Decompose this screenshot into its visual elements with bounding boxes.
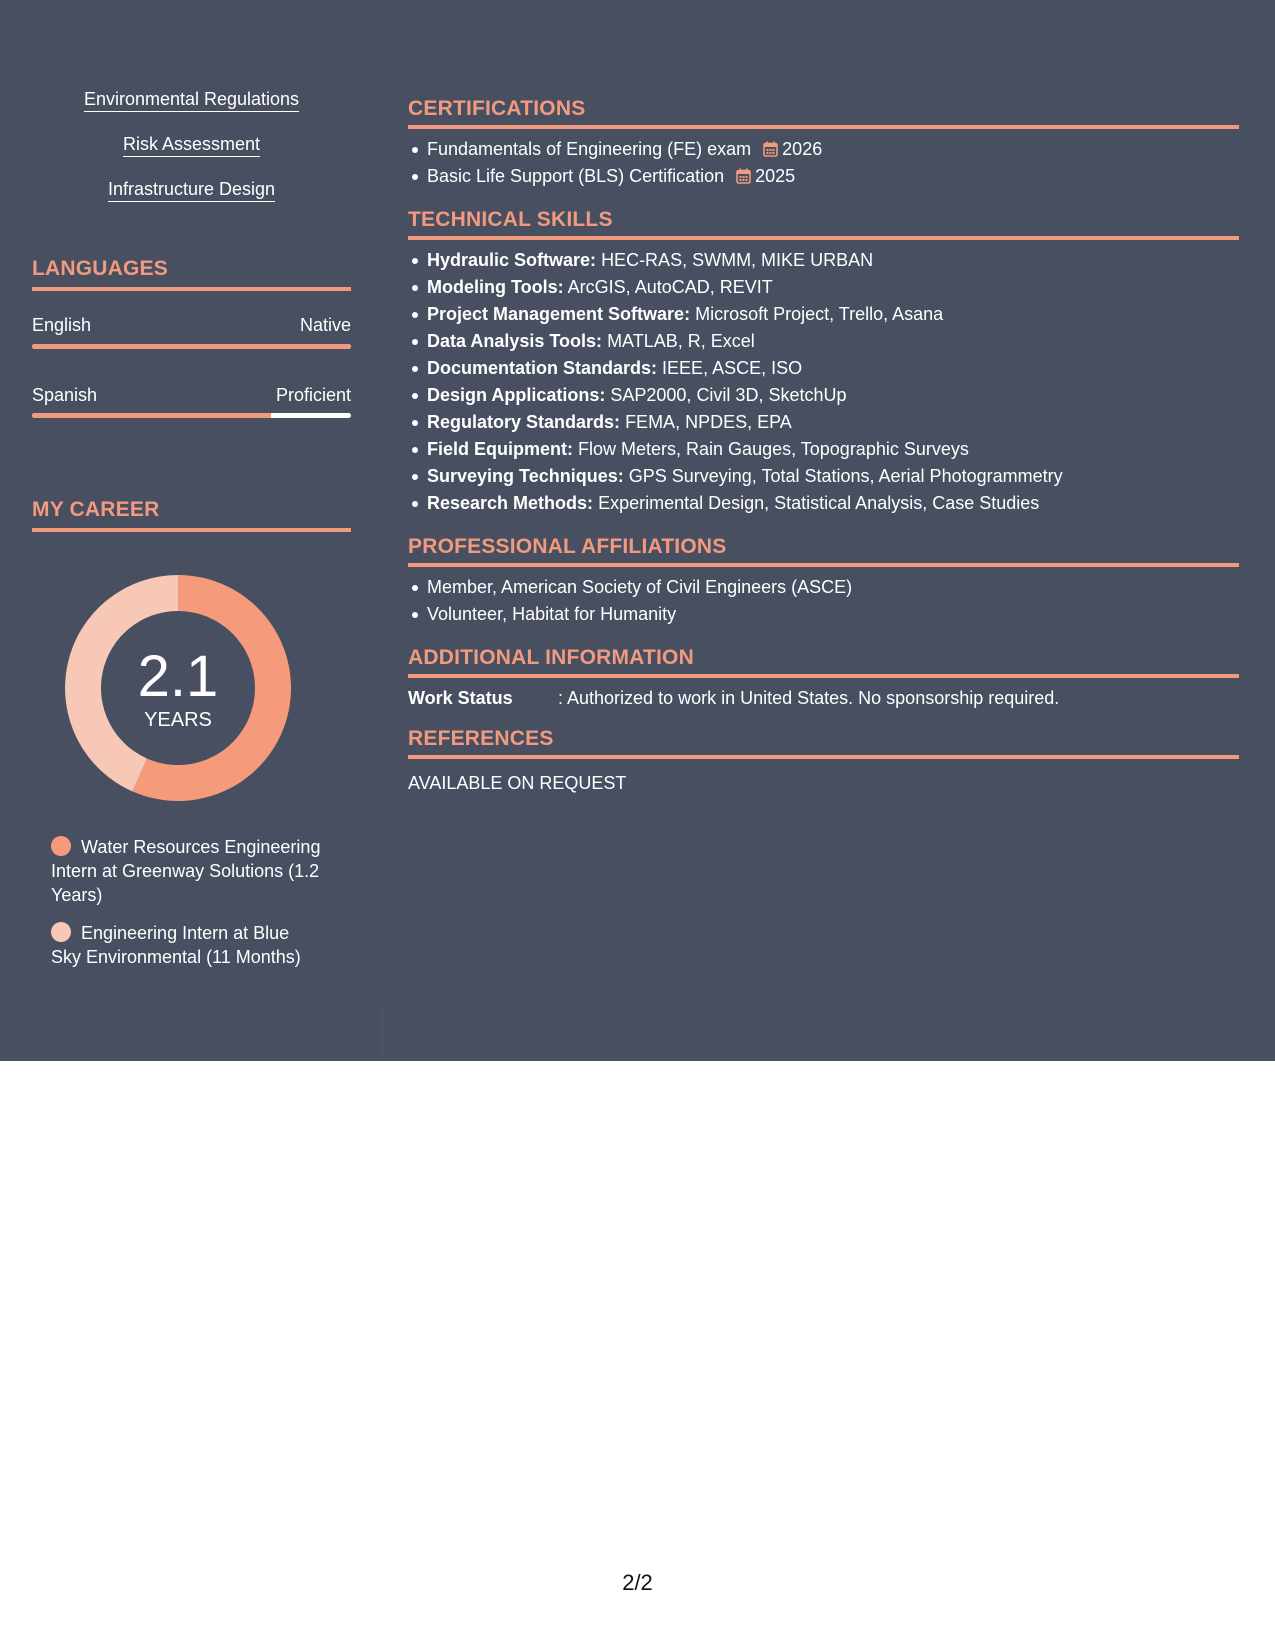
page-number: 2/2 bbox=[622, 1570, 653, 1595]
career-legend-item bbox=[51, 835, 321, 907]
skill-item bbox=[427, 463, 1258, 490]
references-text: AVAILABLE ON REQUEST bbox=[408, 773, 627, 793]
certification-item bbox=[427, 136, 1258, 163]
affiliations-heading: PROFESSIONAL AFFILIATIONS bbox=[408, 535, 1239, 567]
language-name: English bbox=[32, 315, 92, 335]
skill-item bbox=[427, 409, 1258, 436]
skill-value: SAP2000, Civil 3D, SketchUp bbox=[610, 385, 847, 405]
career-legend-item bbox=[51, 921, 321, 969]
career-total-unit: YEARS bbox=[144, 709, 212, 731]
work-status-row bbox=[408, 687, 1239, 709]
references-heading: REFERENCES bbox=[408, 727, 1239, 759]
work-status-label: Work Status bbox=[408, 688, 513, 708]
skill-item bbox=[427, 328, 1258, 355]
language-bar-fill bbox=[32, 344, 351, 349]
certification-year: 2026 bbox=[782, 139, 823, 159]
skill-link-environmental-regulations[interactable]: Environmental Regulations bbox=[32, 88, 351, 112]
skill-label: Field Equipment: bbox=[427, 439, 573, 459]
languages-heading: LANGUAGES bbox=[32, 257, 351, 291]
skill-item bbox=[427, 247, 1258, 274]
language-row-spanish bbox=[32, 384, 351, 406]
donut-center bbox=[65, 575, 291, 801]
skill-value: ArcGIS, AutoCAD, REVIT bbox=[567, 277, 773, 297]
technical-skills-heading: TECHNICAL SKILLS bbox=[408, 208, 1239, 240]
additional-info-heading: ADDITIONAL INFORMATION bbox=[408, 646, 1239, 678]
skill-label: Data Analysis Tools: bbox=[427, 331, 603, 351]
language-name: Spanish bbox=[32, 385, 98, 405]
legend-label: Water Resources Engineering Intern at Greenway Solutions (1.2 Years) bbox=[51, 837, 321, 905]
skill-label: Hydraulic Software: bbox=[427, 250, 597, 270]
calendar-icon bbox=[736, 168, 751, 184]
affiliation-item: Member, American Society of Civil Engineers (ASCE) bbox=[427, 574, 1258, 601]
certification-year: 2025 bbox=[755, 166, 796, 186]
language-row-english bbox=[32, 314, 351, 336]
calendar-icon bbox=[763, 141, 778, 157]
skill-value: GPS Surveying, Total Stations, Aerial Photogrammetry bbox=[628, 466, 1063, 486]
skill-link-risk-assessment[interactable]: Risk Assessment bbox=[32, 133, 351, 157]
certifications-list bbox=[408, 136, 1258, 190]
column-divider bbox=[382, 1005, 383, 1055]
legend-label: Engineering Intern at Blue Sky Environmental (11 Months) bbox=[51, 923, 301, 967]
skill-item bbox=[427, 436, 1258, 463]
skill-item bbox=[427, 274, 1258, 301]
skill-label: Project Management Software: bbox=[427, 304, 691, 324]
language-bar-english bbox=[32, 344, 351, 349]
language-bar-fill bbox=[32, 413, 271, 418]
affiliations-list bbox=[408, 574, 1258, 628]
skill-label: Design Applications: bbox=[427, 385, 606, 405]
skill-label: Research Methods: bbox=[427, 493, 594, 513]
certification-name: Fundamentals of Engineering (FE) exam bbox=[427, 139, 752, 159]
skill-value: FEMA, NPDES, EPA bbox=[625, 412, 792, 432]
skill-label: Surveying Techniques: bbox=[427, 466, 624, 486]
certification-name: Basic Life Support (BLS) Certification bbox=[427, 166, 725, 186]
skill-value: Experimental Design, Statistical Analysis, Case Studies bbox=[598, 493, 1040, 513]
career-donut-chart bbox=[65, 575, 291, 801]
skill-link-infrastructure-design[interactable]: Infrastructure Design bbox=[32, 178, 351, 202]
language-bar-spanish bbox=[32, 413, 351, 418]
skill-label: Documentation Standards: bbox=[427, 358, 658, 378]
technical-skills-list bbox=[408, 247, 1258, 517]
affiliation-item: Volunteer, Habitat for Humanity bbox=[427, 601, 1258, 628]
skill-item bbox=[427, 382, 1258, 409]
skill-value: Microsoft Project, Trello, Asana bbox=[695, 304, 944, 324]
legend-dot bbox=[51, 836, 71, 856]
skill-label: Regulatory Standards: bbox=[427, 412, 621, 432]
career-total-years: 2.1 bbox=[137, 644, 219, 709]
skill-value: Flow Meters, Rain Gauges, Topographic Surveys bbox=[578, 439, 969, 459]
skill-value: HEC-RAS, SWMM, MIKE URBAN bbox=[601, 250, 874, 270]
language-level: Native bbox=[299, 315, 351, 335]
certification-item bbox=[427, 163, 1258, 190]
legend-dot bbox=[51, 922, 71, 942]
skill-item bbox=[427, 490, 1258, 517]
skill-item bbox=[427, 301, 1258, 328]
certifications-heading: CERTIFICATIONS bbox=[408, 97, 1239, 129]
work-status-value: : Authorized to work in United States. No sponsorship required. bbox=[558, 688, 1060, 708]
skill-label: Modeling Tools: bbox=[427, 277, 564, 297]
skill-value: IEEE, ASCE, ISO bbox=[662, 358, 803, 378]
left-column bbox=[32, 0, 351, 1061]
career-heading: MY CAREER bbox=[32, 498, 351, 532]
language-level: Proficient bbox=[275, 385, 351, 405]
skill-value: MATLAB, R, Excel bbox=[607, 331, 755, 351]
skill-item bbox=[427, 355, 1258, 382]
